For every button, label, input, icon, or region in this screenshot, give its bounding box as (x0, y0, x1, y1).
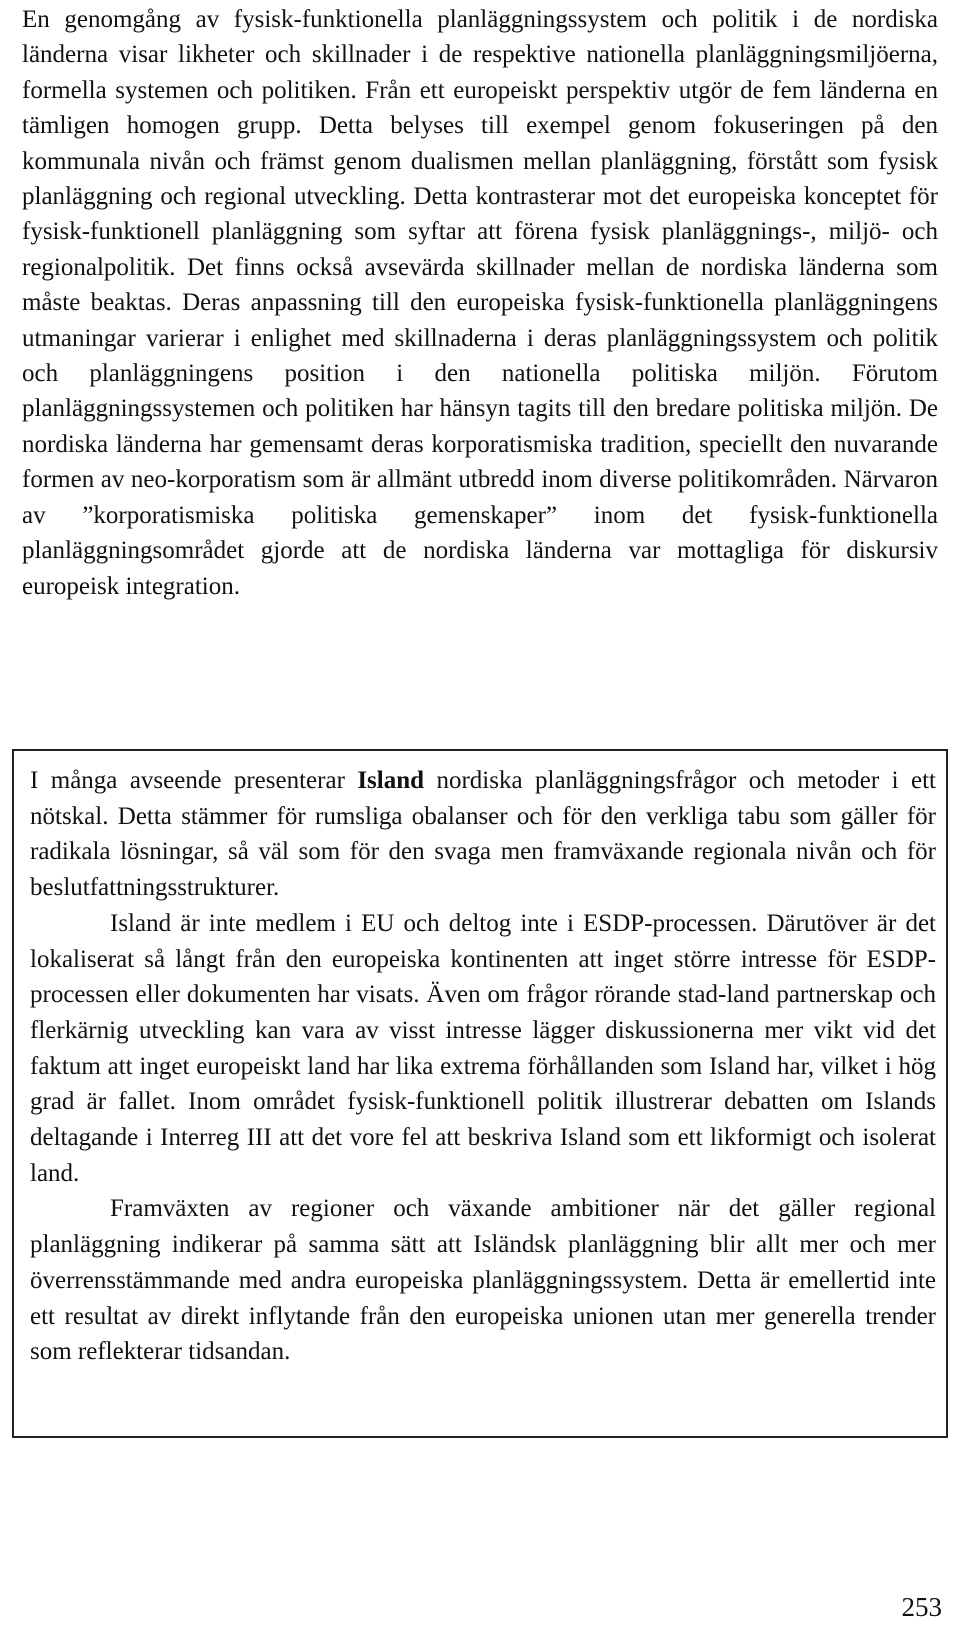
island-paragraph-3: Framväxten av regioner och växande ambitioner när det gäller regional planläggning indikerar på samma sätt att Isländsk planläggning blir allt mer och mer överrensstämmande med andra europeiska planläggningssystem. Detta är emellertid inte ett resultat av direkt inflytande från den europeiska unionen utan mer generella trender som reflekterar tidsandan. (30, 1195, 936, 1366)
island-paragraph-2: Island är inte medlem i EU och deltog inte i ESDP-processen. Därutöver är det lokaliserat så långt från den europeiska kontinenten att inget större intresse för ESDP-processen eller dokumenten har visats. Även om frågor rörande stad-land partnerskap och flerkärnig utveckling kan vara av visst intresse lägger diskussionerna mer vikt vid det faktum att inget europeiskt land har lika extrema förhållanden som Island har, vilket i hög grad är fallet. Inom området fysisk-funktionell politik illustrerar debatten om Islands deltagande i Interreg III att det vore fel att beskriva Island som ett likformigt och isolerat land. (30, 909, 936, 1187)
page-number: 253 (901, 1592, 942, 1622)
island-text-box (12, 749, 948, 1438)
island-paragraph-1-rest: nordiska planläggningsfrågor och metoder i ett nötskal. Detta stämmer för rumsliga obalanser och för den verkliga tabu som gäller för radikala lösningar, så väl som för den svaga men framväxande regionala nivån och för beslutfattningsstrukturer. (30, 767, 936, 902)
island-paragraph-1 (14, 763, 946, 906)
island-bold-term: Island (357, 767, 425, 794)
island-paragraph-1-lead: I många avseende presenterar (30, 767, 358, 794)
intro-paragraph: En genomgång av fysisk-funktionella planläggningssystem och politik i de nordiska länderna visar likheter och skillnader i de respektive nationella planläggningsmiljöerna, formella systemen och politiken. Från ett europeiskt perspektiv utgör de fem länderna en tämligen homogen grupp. Detta belyses till exempel genom fokuseringen på den kommunala nivån och främst genom dualismen mellan planläggning, förstått som fysisk planläggning och regional utveckling. Detta kontrasterar mot det europeiska konceptet för fysisk-funktionell planläggning som syftar att förena fysisk planläggnings-, miljö- och regionalpolitik. Det finns också avsevärda skillnader mellan de nordiska länderna som måste beaktas. Deras anpassning till den europeiska fysisk-funktionella planläggningens utmaningar varierar i enlighet med skillnaderna i deras planläggningssystem och politik och planläggningens position i den nationella politiska miljön. Förutom planläggningssystemen och politiken har hänsyn tagits till den bredare politiska miljön. De nordiska länderna har gemensamt deras korporatismiska tradition, speciellt den nuvarande formen av neo-korporatism som är allmänt utbredd inom diverse politikområden. Närvaron av ”korporatismiska politiska gemenskaper” inom det fysisk-funktionella planläggningsområdet gjorde att de nordiska länderna var mottagliga för diskursiv europeisk integration. (22, 6, 938, 600)
